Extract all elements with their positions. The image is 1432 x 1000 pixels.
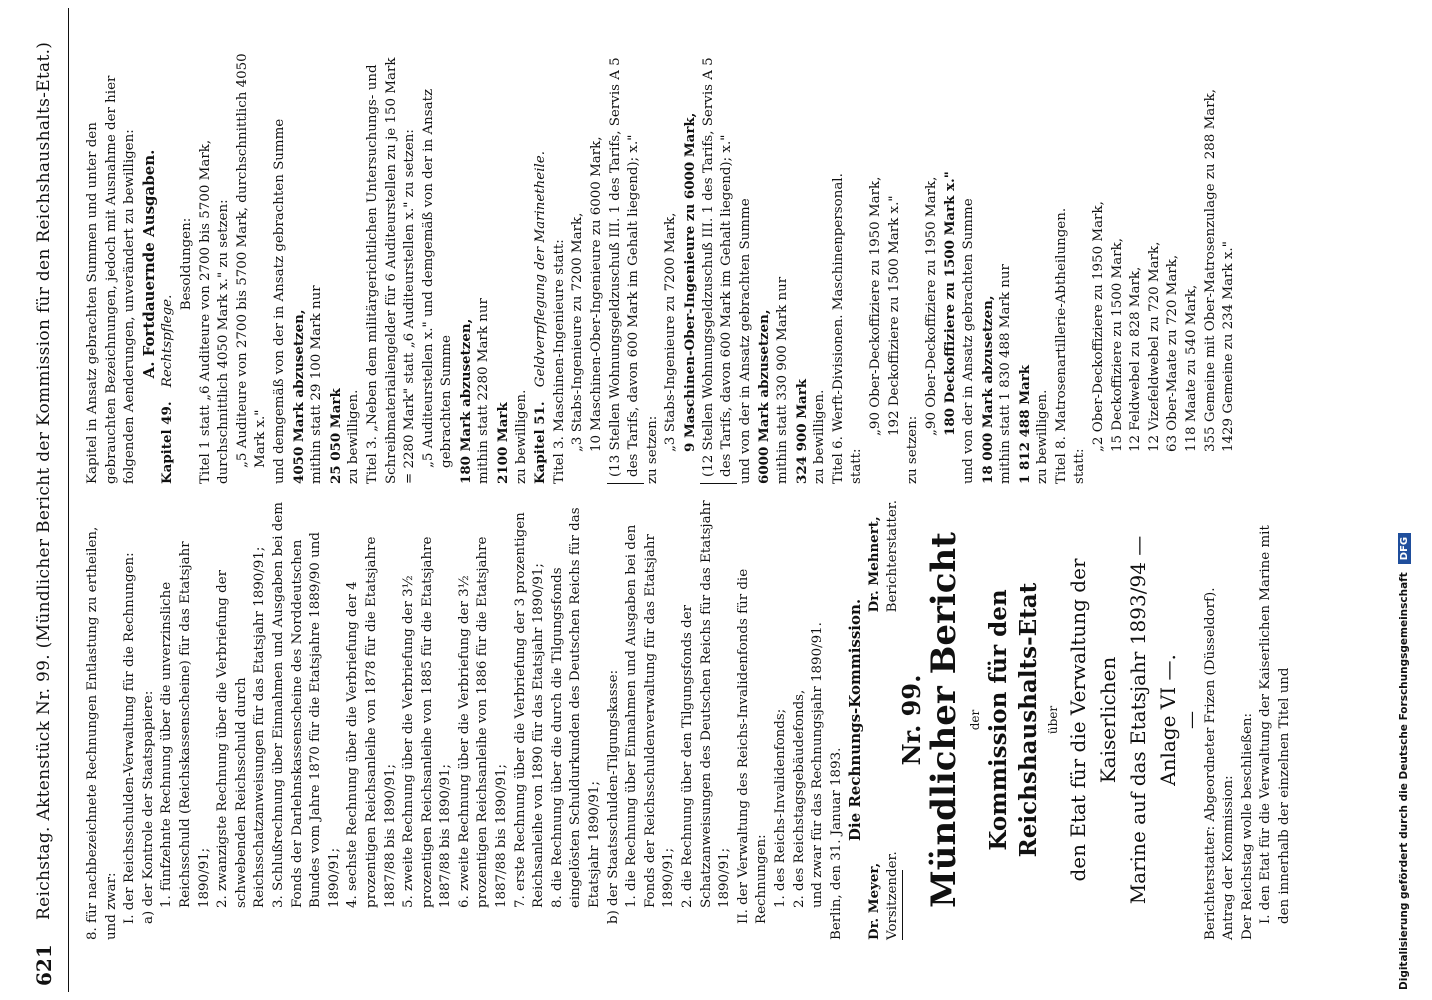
titel6-text-d: mithin statt 1 830 488 Mark nur xyxy=(998,264,1014,484)
date-line: Berlin, den 31. Januar 1893. xyxy=(828,747,844,940)
a-item: 7. erste Rechnung über die Verbriefung der 3 prozentigen Reichsanleihe von 1890 für das Etatsjahr 1890/91; xyxy=(512,512,547,908)
antrag-item-I: I. den Etat für die Verwaltung der Kaiserlichen Marine mit den innerhalb der einzelnen Titel und xyxy=(1258,525,1292,924)
titel6-old-line: „90 Ober-Deckoffiziere zu 1950 Mark, xyxy=(867,176,883,436)
titel3-text-a: Titel 3. „Neben dem militärgerichtlichen Untersuchungs- und Schreibmaterialiengelder für 6 Auditeurstellen zu je 150 Mark = 2280 Mark" statt „6 Auditeurstellen x." zu setzen: xyxy=(364,57,418,484)
b-item: 2. die Rechnung über den Tilgungsfonds der Schatzanweisungen des Deutschen Reichs für das Etatsjahr 1890/91; xyxy=(680,500,733,908)
chair-role: Vorsitzender. xyxy=(884,851,900,940)
a-item: 6. zweite Rechnung über die Verbriefung der 3½ prozentigen Reichsanleihe von 1886 für die Etatsjahre 1887/88 bis 1890/91; xyxy=(456,536,510,908)
titel3b-amount-1: 6000 Mark abzusetzen, xyxy=(756,309,773,484)
section-I: I. der Reichsschulden-Verwaltung für die Rechnungen: xyxy=(122,552,138,924)
titel3b-text-c: und von der in Ansatz gebrachten Summe xyxy=(737,198,753,484)
titel6-heading: Titel 6. Werft-Divisionen. Maschinenpersonal. xyxy=(830,173,846,484)
titel1-amount-2: 25 050 Mark xyxy=(327,388,344,484)
a-item: 8. die Rechnung über die durch die Tilgungsfonds eingelösten Schuldurkunden des Deutschen Reichs für das Etatsjahr 1890/91; xyxy=(549,507,603,908)
reporter-role: Berichterstatter. xyxy=(884,500,900,613)
titel8-line: 12 Feldwebel zu 828 Mark, xyxy=(1128,266,1144,452)
titel3-amount-1: 180 Mark abzusetzen, xyxy=(457,318,474,484)
titel3b-text-d: mithin statt 330 900 Mark nur xyxy=(774,276,790,484)
kapitel-49-heading xyxy=(158,44,178,484)
titel6-old-line: 192 Deckoffiziere zu 1500 Mark x." xyxy=(886,195,902,436)
dfg-logo: DFG xyxy=(1398,533,1411,564)
titel8-line: 1429 Gemeine zu 234 Mark x." xyxy=(1221,241,1237,452)
titel3b-new-line: „3 Stabs-Ingenieure zu 7200 Mark, xyxy=(663,212,679,452)
title-dash: — xyxy=(1180,711,1202,729)
titel6-amount-2: 1 812 488 Mark xyxy=(1016,364,1033,484)
a-item: 4. sechste Rechnung über die Verbriefung der 4 prozentigen Reichsanleihe von 1878 für die Etatsjahre 1887/88 bis 1890/91; xyxy=(345,536,398,908)
a-item: 3. Schlußrechnung über Einnahmen und Ausgaben bei dem Fonds der Darlehnskassenscheine des Norddeutschen Bundes vom Jahre 1870 für die Etatsjahre 1889/90 und 1890/91; xyxy=(270,502,342,908)
reporter-line: Berichterstatter: Abgeordneter Frizen (Düsseldorf). xyxy=(1202,587,1218,940)
page-header xyxy=(28,8,69,992)
subject-line-2: Marine auf das Etatsjahr 1893/94 — Anlage VI —. xyxy=(1125,535,1180,905)
titel8-heading: Titel 8. Matrosenartillerie-Abtheilungen. xyxy=(1053,207,1069,484)
reporter-name: Dr. Mehnert, xyxy=(865,516,882,613)
antrag-heading: Antrag der Kommission: xyxy=(1221,775,1237,940)
titel3b-new-line: 9 Maschinen-Ober-Ingenieure zu 6000 Mark, xyxy=(682,112,698,452)
titel3b-heading: Titel 3. Maschinen-Ingenieure statt: xyxy=(551,239,567,484)
statt-1: statt: xyxy=(849,448,865,484)
titel8-line: 355 Gemeine mit Ober-Matrosenzulage zu 288 Mark, xyxy=(1202,88,1218,452)
a-item: 2. zwanzigste Rechnung über die Verbriefung der schwebenden Reichsschuld durch Reichsschatzanweisungen für das Etatsjahr 1890/91; xyxy=(215,546,268,908)
commission-title: Kommission für den Reichshaushalts-Etat xyxy=(985,582,1043,858)
titel1-text-a: Titel 1 statt „6 Auditeure von 2700 bis 5700 Mark, durchschnittlich 4050 Mark x." zu setzen: xyxy=(197,139,232,484)
titel3-amount-2: 2100 Mark xyxy=(495,402,512,484)
signature-right xyxy=(865,500,902,612)
document-number: Nr. 99. xyxy=(897,674,927,766)
titel6-text-c: und von der in Ansatz gebrachten Summe xyxy=(960,198,976,484)
titel1-text-d: mithin statt 29 100 Mark nur xyxy=(309,285,325,484)
statt-2: statt: xyxy=(1072,448,1088,484)
kapitel-51-label: Kapitel 51. xyxy=(532,401,549,484)
titel1-text-c: und demgemäß von der in Ansatz gebrachten Summe xyxy=(271,118,287,484)
title-ueber: über xyxy=(1046,705,1061,735)
titel6-text-e: zu bewilligen. xyxy=(1035,389,1051,484)
titel3-text-d: zu bewilligen. xyxy=(513,389,529,484)
report-title: Mündlicher Bericht xyxy=(923,532,964,908)
signature-left xyxy=(865,851,902,940)
titel3b-new-line: (12 Stellen Wohnungsgeldzuschuß III. 1 des Tarifs, Servis A 5 des Tarifs, davon 600 Mark im Gehalt liegend); x." xyxy=(700,44,737,484)
intro-text: Kapitel in Ansatz gebrachten Summen und unter den gebrauchten Bezeichnungen, jedoch mit Ausnahme der hier folgenden Aenderungen, unverändert zu bewilligen: xyxy=(85,75,138,484)
titel6-new-line: „90 Ober-Deckoffiziere zu 1950 Mark, xyxy=(923,176,939,436)
titel8-line: 15 Deckoffiziere zu 1500 Mark, xyxy=(1109,237,1125,452)
titel1-text-b: „5 Auditeure von 2700 bis 5700 Mark, durchschnittlich 4050 Mark x." xyxy=(234,53,269,468)
item8-intro: 8. für nachbezeichnete Rechnungen Entlastung zu ertheilen, und zwar: xyxy=(85,526,119,940)
titel6-new-line: 180 Deckoffiziere zu 1500 Mark x." xyxy=(942,171,959,436)
commission-name: Die Rechnungs-Kommission. xyxy=(846,598,865,842)
digitization-watermark xyxy=(1394,290,1414,990)
a-item: 1. fünfzehnte Rechnung über die unverzinsliche Reichsschuld (Reichskassenscheine) für das Etatsjahr 1890/91; xyxy=(159,541,212,908)
II-item: 1. des Reichs-Invalidenfonds; xyxy=(772,708,788,908)
titel1-amount-1: 4050 Mark abzusetzen, xyxy=(290,309,307,484)
antrag-text: Der Reichstag wolle beschließen: xyxy=(1239,712,1255,940)
titel1-text-e: zu bewilligen. xyxy=(346,389,362,484)
subject-line-1: den Etat für die Verwaltung der Kaiserlichen xyxy=(1065,558,1120,882)
b-item: 1. die Rechnung über Einnahmen und Ausgaben bei den Fonds der Reichsschuldenverwaltung für das Etatsjahr 1890/91; xyxy=(624,524,677,908)
a-item: 5. zweite Rechnung über die Verbriefung der 3½ prozentigen Reichsanleihe von 1885 für die Etatsjahre 1887/88 bis 1890/91; xyxy=(401,536,454,908)
titel8-line: „2 Ober-Deckoffiziere zu 1950 Mark, xyxy=(1091,201,1107,452)
titel8-line: 118 Maate zu 540 Mark, xyxy=(1184,284,1200,452)
titel3-text-b: „5 Auditeurstellen x." und demgemäß von der in Ansatz gebrachten Summe xyxy=(420,88,455,468)
titel3b-amount-2: 324 900 Mark xyxy=(793,378,810,484)
titel8-line: 12 Vizefeldwebel zu 720 Mark, xyxy=(1146,241,1162,452)
running-title: Reichstag. Aktenstück Nr. 99. (Mündlicher Bericht der Kommission für den Reichshaushalts-Etat.) xyxy=(34,41,54,920)
section-b: b) der Staatsschulden-Tilgungskasse: xyxy=(605,669,621,924)
titel3b-old-line: „3 Stabs-Ingenieure zu 7200 Mark, xyxy=(570,212,586,452)
kapitel-51-title: Geldverpflegung der Marinetheile. xyxy=(533,151,549,388)
page-number: 621 xyxy=(32,944,56,986)
title-der: der xyxy=(967,709,982,731)
right-column xyxy=(84,44,1239,484)
II-item: 2. des Reichstagsgebäudefonds, xyxy=(791,689,807,908)
section-A-heading: A. Fortdauernde Ausgaben. xyxy=(139,149,158,379)
kapitel-51-heading xyxy=(531,44,551,484)
besoldungen-heading: Besoldungen: xyxy=(178,217,194,311)
II-tail: und zwar für das Rechnungsjahr 1890/91. xyxy=(810,622,826,908)
chair-name: Dr. Meyer, xyxy=(865,862,882,940)
titel3-text-c: mithin statt 2280 Mark nur xyxy=(476,298,492,484)
zu-setzen-2: zu setzen: xyxy=(905,415,921,484)
section-II: II. der Verwaltung des Reichs-Invalidenfonds für die Rechnungen: xyxy=(735,568,770,924)
titel3b-old-line: (13 Stellen Wohnungsgeldzuschuß III. 1 des Tarifs, Servis A 5 des Tarifs, davon 600 Mark im Gehalt liegend); x." xyxy=(607,44,644,484)
kapitel-49-label: Kapitel 49. xyxy=(159,401,176,484)
titel8-line: 63 Ober-Maate zu 720 Mark, xyxy=(1165,254,1181,452)
titel3b-text-e: zu bewilligen. xyxy=(812,389,828,484)
zu-setzen-1: zu setzen: xyxy=(644,415,660,484)
section-a: a) der Kontrole der Staatspapiere: xyxy=(140,690,156,924)
titel3b-old-line: 10 Maschinen-Ober-Ingenieure zu 6000 Mark, xyxy=(589,136,605,452)
kapitel-49-title: Rechtspflege. xyxy=(160,294,176,388)
left-column xyxy=(84,500,1294,940)
titel6-amount-1: 18 000 Mark abzusetzen, xyxy=(979,295,996,484)
watermark-text: Digitalisierung gefördert durch die Deutsche Forschungsgemeinschaft xyxy=(1398,572,1410,990)
